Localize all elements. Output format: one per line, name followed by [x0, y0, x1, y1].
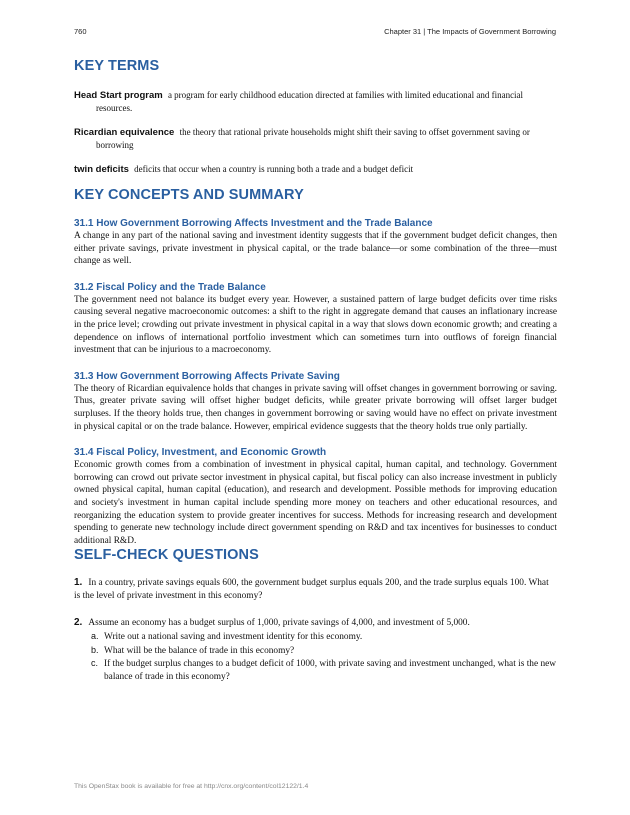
key-term-word: twin deficits	[74, 164, 129, 175]
summary-heading: KEY CONCEPTS AND SUMMARY	[74, 187, 304, 203]
question	[74, 616, 557, 630]
summary-subheading: 31.1 How Government Borrowing Affects Investment and the Trade Balance	[74, 218, 433, 229]
summary-subheading: 31.2 Fiscal Policy and the Trade Balance	[74, 281, 266, 293]
question	[74, 576, 557, 603]
summary-subheading: 31.4 Fiscal Policy, Investment, and Economic Growth	[74, 447, 327, 459]
key-term	[74, 89, 557, 115]
summary-paragraph: The government need not balance its budget every year. However, a sustained pattern of large budget deficits over time risks causing several negative macroeconomic outcomes: a shift to the right in aggregate demand that causes an inflationary increase in the price level; crowding out private investment in physical capital in a way that slows down economic growth; and creating a dependence on inflows of international portfolio investment which can sometimes turn into outflows of foreign financial investment that can be injurious to a macroeconomy.	[74, 294, 557, 356]
question-part	[74, 657, 557, 683]
question-number: 1.	[74, 577, 83, 589]
question-part-letter: c.	[91, 658, 99, 669]
summary-paragraph: Economic growth comes from a combination of investment in physical capital, human capital, and technology. Government borrowing can crowd out private sector investment in physical capital, but fiscal policy can also increase investment in publicly owned physical capital, human capital (education), and research and development. Possible methods for improving education and society's investment in human capital include spending more money on teachers and other educational resources, and reorganizing the education system to provide greater incentives for success. Methods for increasing research and development spending to generate new technology include direct government spending on R&D and tax incentives for businesses to conduct additional R&D.	[74, 460, 557, 546]
question-part	[74, 644, 557, 658]
question-part-text: Write out a national saving and investment identity for this economy.	[104, 632, 363, 643]
key-term-definition: deficits that occur when a country is running both a trade and a budget deficit	[134, 164, 414, 174]
key-term	[74, 163, 557, 176]
question-text: Assume an economy has a budget surplus of 1,000, private savings of 4,000, and investment of 5,000.	[88, 618, 470, 629]
summary-subheading: 31.3 How Government Borrowing Affects Private Saving	[74, 370, 340, 382]
question-number: 2.	[74, 617, 83, 629]
key-term-word: Head Start program	[74, 90, 163, 101]
summary-paragraph: The theory of Ricardian equivalence holds that changes in private saving will offset changes in government borrowing or saving. Thus, greater private saving will offset higher budget deficits, while greater private borrowing will offset larger budget surpluses. If the theory holds true, then changes in government borrowing or saving would have no effect on private investment in physical capital or on the trade balance. However, empirical evidence suggests that the theory holds true only partially.	[74, 383, 557, 432]
question-part-letter: a.	[91, 631, 99, 642]
running-header	[74, 27, 556, 39]
question-part-text: What will be the balance of trade in this economy?	[104, 645, 295, 656]
page-footer: This OpenStax book is available for free at http://cnx.org/content/col12122/1.4	[74, 783, 309, 790]
question-part-text: If the budget surplus changes to a budget deficit of 1000, with private saving and investment unchanged, what is the new balance of trade in this economy?	[104, 659, 557, 683]
question-text: In a country, private savings equals 600, the government budget surplus equals 200, and the trade surplus equals 100. What is the level of private investment in this economy?	[74, 578, 549, 602]
key-term-definition: the theory that rational private households might shift their saving to offset government saving or borrowing	[96, 127, 530, 150]
summary-paragraph: A change in any part of the national saving and investment identity suggests that if the government budget deficit changes, then either private savings, private investment in physical capital, or the trade balance—or some combination of the three—must change as well.	[74, 231, 557, 267]
key-term	[74, 126, 557, 152]
key-term-definition: a program for early childhood education directed at families with limited educational and financial resources.	[96, 90, 524, 113]
page-content	[74, 58, 557, 684]
chapter-title: Chapter 31 | The Impacts of Government Borrowing	[384, 27, 556, 36]
key-terms-heading: KEY TERMS	[74, 58, 160, 74]
key-term-word: Ricardian equivalence	[74, 127, 175, 138]
self-check-heading: SELF-CHECK QUESTIONS	[74, 547, 259, 564]
question-part	[74, 630, 557, 644]
key-terms-list	[74, 89, 557, 176]
question-part-letter: b.	[91, 644, 99, 655]
page-number: 760	[74, 27, 87, 36]
